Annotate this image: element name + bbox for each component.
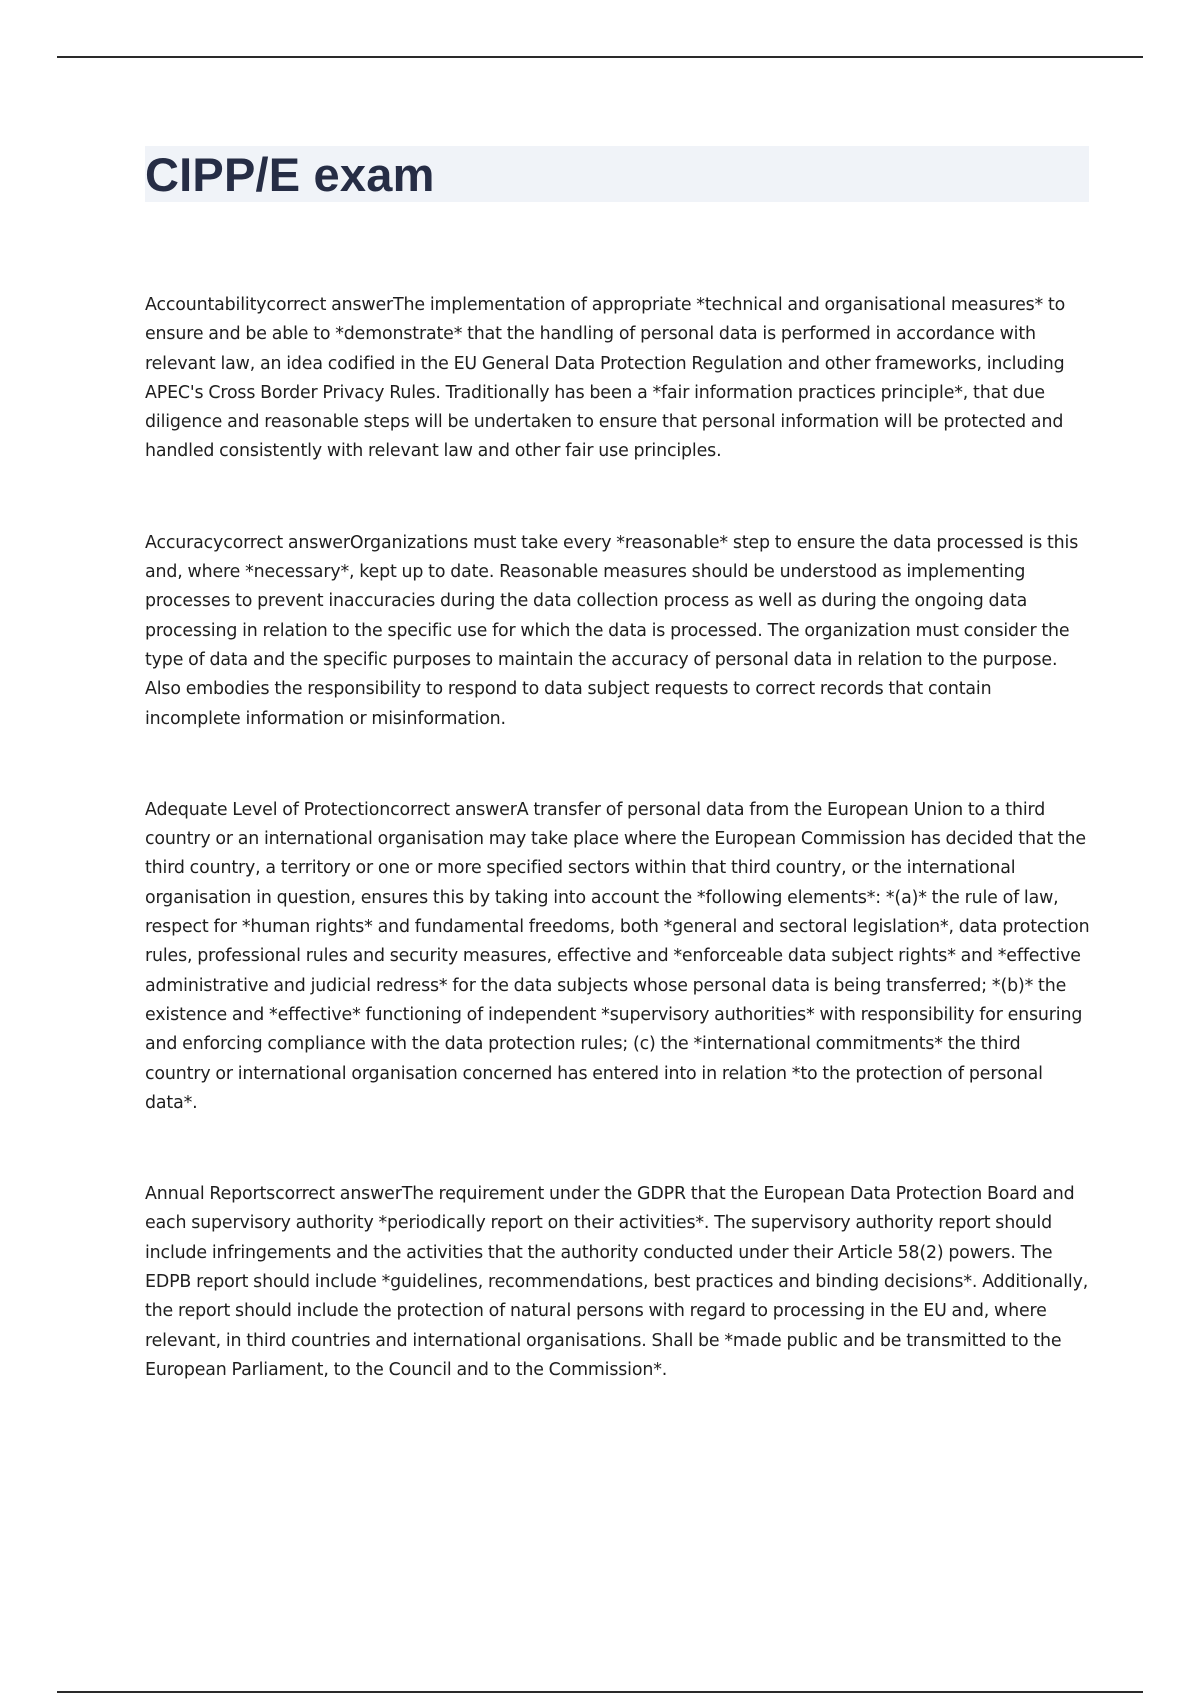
page-title: CIPP/E exam	[145, 147, 435, 201]
bottom-rule	[57, 1691, 1143, 1693]
flashcard-list	[145, 291, 1090, 1447]
entry-annual-reports: Annual Reportscorrect answerThe requirement under the GDPR that the European Data Protection Board and each supervisory authority *periodically report on their activities*. The supervisory authority report should include infringements and the activities that the authority conducted under their Article 58(2) powers. The EDPB report should include *guidelines, recommendations, best practices and binding decisions*. Additionally, the report should include the protection of natural persons with regard to processing in the EU and, where relevant, in third countries and international organisations. Shall be *made public and be transmitted to the European Parliament, to the Council and to the Commission*.	[145, 1184, 1089, 1380]
top-rule	[57, 56, 1143, 58]
entry-accountability: Accountabilitycorrect answerThe implementation of appropriate *technical and organisational measures* to ensure and be able to *demonstrate* that the handling of personal data is performed in accordance with relevant law, an idea codified in the EU General Data Protection Regulation and other frameworks, including APEC's Cross Border Privacy Rules. Traditionally has been a *fair information practices principle*, that due diligence and reasonable steps will be undertaken to ensure that personal information will be protected and handled consistently with relevant law and other fair use principles.	[145, 295, 1066, 462]
entry-accuracy: Accuracycorrect answerOrganizations must take every *reasonable* step to ensure the data processed is this and, where *necessary*, kept up to date. Reasonable measures should be understood as implementing processes to prevent inaccuracies during the data collection process as well as during the ongoing data processing in relation to the specific use for which the data is processed. The organization must consider the type of data and the specific purposes to maintain the accuracy of personal data in relation to the purpose. Also embodies the responsibility to respond to data subject requests to correct records that contain incomplete information or misinformation.	[145, 532, 1079, 729]
entry-adequate-level-of-protection: Adequate Level of Protectioncorrect answerA transfer of personal data from the European Union to a third country or an international organisation may take place where the European Commission has decided that the third country, a territory or one or more specified sectors within that third country, or the international organisation in question, ensures this by taking into account the *following elements*: *(a)* the rule of law, respect for *human rights* and fundamental freedoms, both *general and sectoral legislation*, data protection rules, professional rules and security measures, effective and *enforceable data subject rights* and *effective administrative and judicial redress* for the data subjects whose personal data is being transferred; *(b)* the existence and *effective* functioning of independent *supervisory authorities* with responsibility for ensuring and enforcing compliance with the data protection rules; (c) the *international commitments* the third country or international organisation concerned has entered into in relation *to the protection of personal data*.	[145, 799, 1090, 1113]
title-band	[145, 146, 1089, 202]
